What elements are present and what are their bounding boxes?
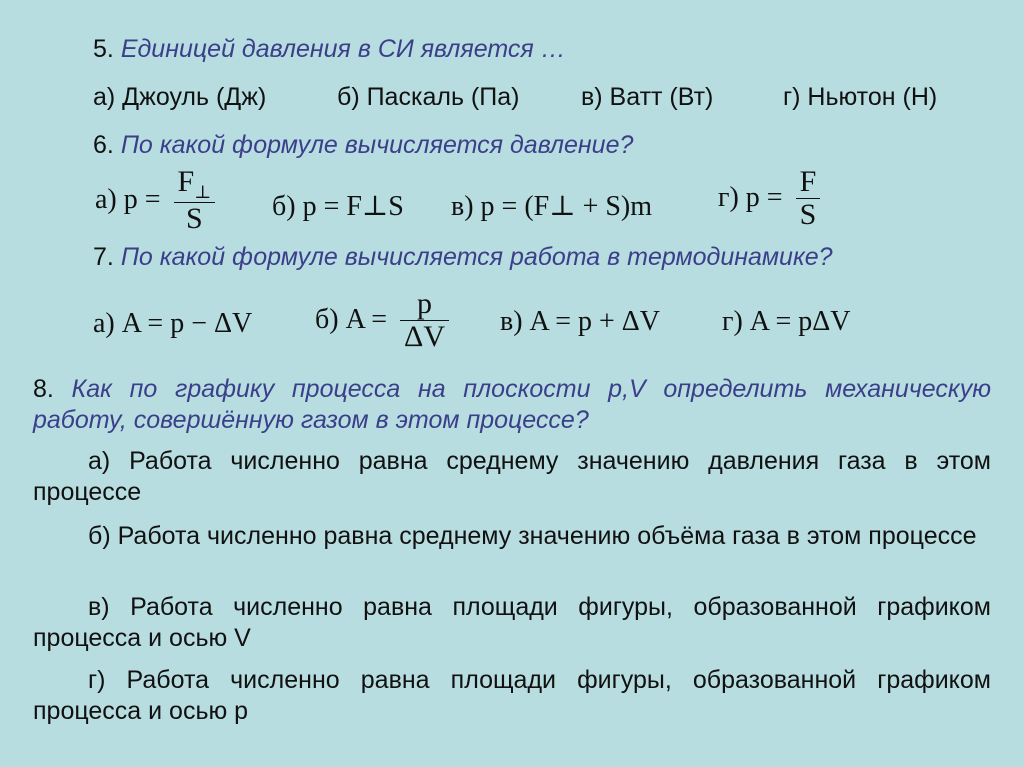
- q8-option-d: [33, 665, 991, 727]
- q6-a-denominator: S: [186, 201, 203, 235]
- q6-a-label: а) p =: [95, 184, 161, 216]
- q8-option-c: [33, 592, 991, 654]
- q7-formula-b: [315, 288, 449, 352]
- question-5-number: 5.: [93, 35, 114, 63]
- q8-option-a-text: а) Работа численно равна среднему значению давления газа в этом процессе: [33, 447, 991, 506]
- q8-option-b-text: б) Работа численно равна среднему значению объёма газа в этом процессе: [88, 522, 977, 550]
- q6-d-numerator: F: [796, 166, 821, 199]
- question-6: [93, 131, 633, 160]
- q6-formula-a: [95, 166, 215, 234]
- q5-option-b: б) Паскаль (Па): [337, 83, 520, 111]
- q7-b-fraction: [400, 288, 449, 352]
- q6-d-label: г) p =: [718, 182, 783, 213]
- q5-option-a: а) Джоуль (Дж): [93, 83, 267, 111]
- question-8: [33, 374, 991, 436]
- q7-b-denominator: ΔV: [404, 319, 446, 353]
- q6-a-subscript: ⊥: [194, 182, 212, 202]
- q8-option-c-text: в) Работа численно равна площади фигуры, образованной графиком процесса и осью V: [33, 593, 991, 652]
- question-5: [93, 35, 566, 64]
- q7-formula-d: г) A = pΔV: [722, 306, 851, 337]
- q6-formula-b: б) p = F⊥S: [272, 191, 404, 222]
- q6-a-fraction: [174, 166, 216, 234]
- question-8-number: 8.: [33, 375, 54, 403]
- question-5-text: Единицей давления в СИ является …: [120, 35, 566, 63]
- q7-formula-a: а) A = p − ΔV: [93, 308, 253, 339]
- q6-d-fraction: [796, 166, 821, 230]
- q6-formula-d: [718, 166, 820, 230]
- q6-formula-c: в) p = (F⊥ + S)m: [451, 191, 653, 222]
- q5-option-d: г) Ньютон (Н): [783, 83, 938, 111]
- question-7: [93, 243, 833, 272]
- q5-option-c: в) Ватт (Вт): [581, 83, 714, 111]
- q7-formula-c: в) A = p + ΔV: [500, 306, 661, 337]
- q8-option-d-text: г) Работа численно равна площади фигуры, образованной графиком процесса и осью p: [33, 666, 991, 725]
- q8-option-b: [33, 521, 991, 552]
- q8-option-a: [33, 446, 991, 508]
- q6-d-denominator: S: [799, 197, 817, 231]
- q7-b-label: б) A =: [315, 304, 388, 335]
- question-6-text: По какой формуле вычисляется давление?: [120, 131, 634, 159]
- question-8-text: Как по графику процесса на плоскости p,V определить механическую работу, совершённую газом в этом процессе?: [33, 375, 991, 434]
- question-6-number: 6.: [93, 131, 114, 159]
- question-7-text: По какой формуле вычисляется работа в термодинамике?: [120, 243, 833, 271]
- q7-b-numerator: p: [400, 288, 449, 321]
- question-7-number: 7.: [93, 243, 114, 271]
- q6-a-numerator: F: [177, 165, 195, 198]
